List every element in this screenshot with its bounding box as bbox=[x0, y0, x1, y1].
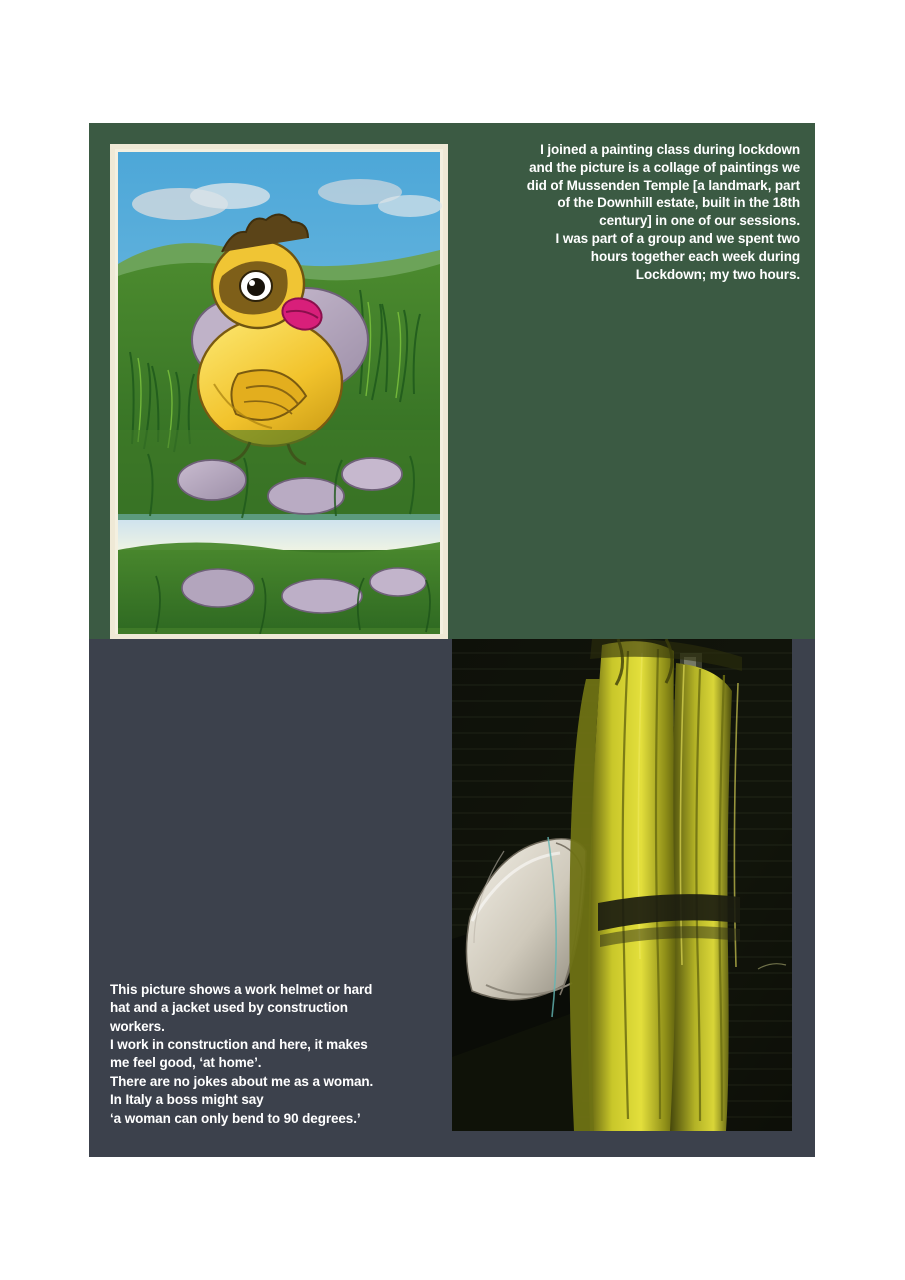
painting-caption bbox=[470, 141, 800, 284]
caption-line: I was part of a group and we spent two bbox=[555, 231, 800, 247]
caption-line: This picture shows a work helmet or hard bbox=[110, 982, 373, 997]
caption-line: I work in construction and here, it makes bbox=[110, 1037, 368, 1053]
caption-line: hat and a jacket used by construction bbox=[110, 1000, 348, 1016]
caption-line: Lockdown; my two hours. bbox=[635, 266, 800, 282]
caption-line: did of Mussenden Temple [a landmark, part bbox=[526, 177, 800, 193]
duckling-painting bbox=[110, 144, 448, 639]
caption-line: of the Downhill estate, built in the 18th bbox=[557, 195, 800, 211]
caption-line: me feel good, ‘at home’. bbox=[110, 1055, 262, 1071]
caption-line: and the picture is a collage of paintings we bbox=[529, 159, 800, 175]
caption-line: hours together each week during bbox=[590, 248, 800, 264]
caption-line: century] in one of our sessions. bbox=[599, 213, 800, 229]
caption-line: There are no jokes about me as a woman. bbox=[110, 1073, 374, 1089]
duckling-painting-artwork bbox=[110, 144, 448, 639]
caption-line: In Italy a boss might say bbox=[110, 1092, 264, 1108]
caption-line: ‘a woman can only bend to 90 degrees.’ bbox=[110, 1110, 361, 1126]
caption-line: I joined a painting class during lockdown bbox=[540, 142, 800, 157]
helmet-jacket-photo bbox=[452, 639, 792, 1131]
caption-line: workers. bbox=[110, 1018, 165, 1034]
construction-caption bbox=[110, 981, 440, 1128]
helmet-jacket-photograph bbox=[452, 639, 792, 1131]
